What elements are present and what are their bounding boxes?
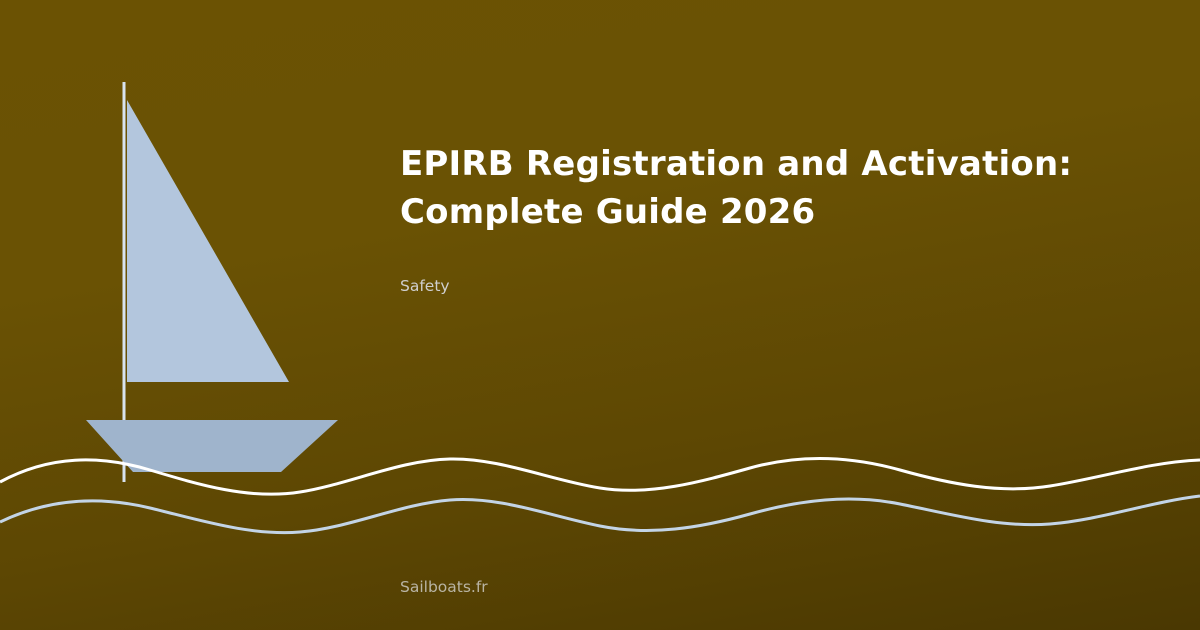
page-title: EPIRB Registration and Activation: Complete Guide 2026 — [400, 144, 1073, 233]
sail-icon — [127, 100, 289, 382]
card-text-block — [400, 140, 1100, 295]
wave-back-icon — [0, 496, 1200, 533]
site-name: Sailboats.fr — [400, 578, 488, 596]
category-label: Safety — [400, 276, 450, 295]
